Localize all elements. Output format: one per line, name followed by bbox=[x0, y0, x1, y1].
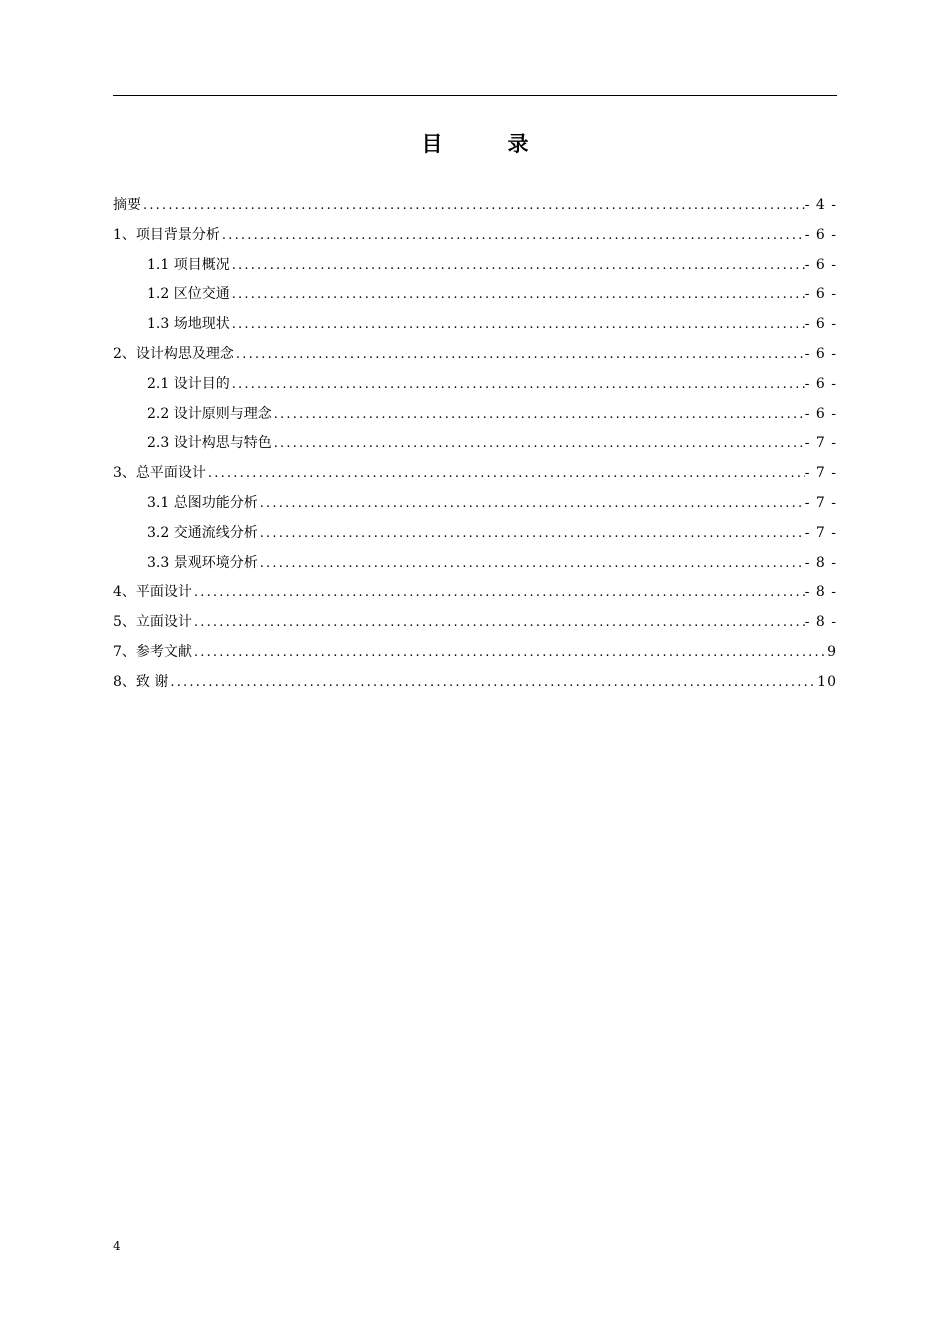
toc-entry[interactable] bbox=[113, 280, 837, 310]
toc-entry-label: 摘要 bbox=[113, 197, 141, 213]
toc-entry-label: 2、设计构思及理念 bbox=[113, 345, 234, 362]
toc-entry-label: 3.3 景观环境分析 bbox=[147, 554, 258, 571]
toc-entry-page: 9 bbox=[827, 643, 837, 660]
toc-entry-label: 1.2 区位交通 bbox=[147, 286, 230, 303]
toc-entry-page: - 7 - bbox=[804, 465, 837, 482]
toc-entry[interactable] bbox=[113, 608, 837, 638]
toc-entry-label: 1、项目背景分析 bbox=[113, 226, 220, 243]
toc-entry-page: - 8 - bbox=[804, 554, 837, 571]
toc-dot-leader bbox=[206, 459, 805, 489]
toc-dot-leader bbox=[192, 578, 805, 608]
toc-entry-label: 1.3 场地现状 bbox=[147, 316, 230, 333]
toc-entry-label: 3.2 交通流线分析 bbox=[147, 524, 258, 541]
toc-entry-page: - 8 - bbox=[804, 584, 837, 601]
toc-entry-label: 4、平面设计 bbox=[113, 584, 192, 601]
toc-entry[interactable] bbox=[113, 578, 837, 608]
table-of-contents bbox=[113, 191, 837, 698]
toc-entry-page: - 6 - bbox=[804, 286, 837, 303]
toc-dot-leader bbox=[258, 549, 805, 579]
toc-entry[interactable] bbox=[113, 370, 837, 400]
toc-entry-label: 8、致 谢 bbox=[113, 673, 169, 690]
toc-dot-leader bbox=[168, 668, 817, 698]
header-rule bbox=[113, 95, 837, 96]
toc-entry-label: 3、总平面设计 bbox=[113, 465, 206, 482]
toc-entry[interactable] bbox=[113, 638, 837, 668]
toc-entry-page: - 6 - bbox=[804, 345, 837, 362]
toc-entry-page: - 6 - bbox=[804, 256, 837, 273]
toc-entry[interactable] bbox=[113, 251, 837, 281]
toc-entry[interactable] bbox=[113, 519, 837, 549]
toc-entry[interactable] bbox=[113, 191, 837, 221]
toc-entry[interactable] bbox=[113, 459, 837, 489]
toc-entry-label: 1.1 项目概况 bbox=[147, 256, 230, 273]
toc-entry-page: - 7 - bbox=[804, 494, 837, 511]
toc-entry[interactable] bbox=[113, 429, 837, 459]
toc-dot-leader bbox=[230, 370, 805, 400]
page-title: 目 录 bbox=[421, 132, 551, 156]
toc-dot-leader bbox=[272, 400, 805, 430]
toc-entry[interactable] bbox=[113, 668, 837, 698]
toc-dot-leader bbox=[230, 310, 805, 340]
toc-entry-page: 10 bbox=[817, 673, 837, 690]
toc-entry[interactable] bbox=[113, 310, 837, 340]
toc-entry-page: - 6 - bbox=[804, 405, 837, 422]
toc-entry-page: - 7 - bbox=[804, 524, 837, 541]
toc-dot-leader bbox=[192, 608, 805, 638]
toc-entry-page: - 8 - bbox=[804, 614, 837, 631]
toc-entry-label: 5、立面设计 bbox=[113, 614, 192, 631]
toc-entry-page: - 6 - bbox=[804, 226, 837, 243]
toc-dot-leader bbox=[220, 221, 805, 251]
toc-dot-leader bbox=[258, 519, 805, 549]
toc-entry[interactable] bbox=[113, 340, 837, 370]
toc-dot-leader bbox=[258, 489, 805, 519]
toc-entry-label: 2.2 设计原则与理念 bbox=[147, 405, 272, 422]
toc-entry[interactable] bbox=[113, 221, 837, 251]
toc-entry-label: 2.1 设计目的 bbox=[147, 375, 230, 392]
toc-dot-leader bbox=[230, 280, 805, 310]
toc-entry[interactable] bbox=[113, 489, 837, 519]
toc-entry-label: 7、参考文献 bbox=[113, 643, 192, 660]
toc-entry-page: - 6 - bbox=[804, 316, 837, 333]
page-number: 4 bbox=[113, 1239, 121, 1253]
toc-entry-page: - 7 - bbox=[804, 435, 837, 452]
toc-dot-leader bbox=[192, 638, 827, 668]
toc-dot-leader bbox=[272, 429, 805, 459]
toc-dot-leader bbox=[230, 251, 805, 281]
toc-entry-label: 2.3 设计构思与特色 bbox=[147, 435, 272, 452]
toc-entry-page: - 4 - bbox=[804, 197, 837, 213]
toc-entry[interactable] bbox=[113, 400, 837, 430]
toc-dot-leader bbox=[141, 191, 805, 221]
toc-dot-leader bbox=[234, 340, 805, 370]
toc-entry-label: 3.1 总图功能分析 bbox=[147, 494, 258, 511]
toc-entry-page: - 6 - bbox=[804, 375, 837, 392]
toc-entry[interactable] bbox=[113, 549, 837, 579]
